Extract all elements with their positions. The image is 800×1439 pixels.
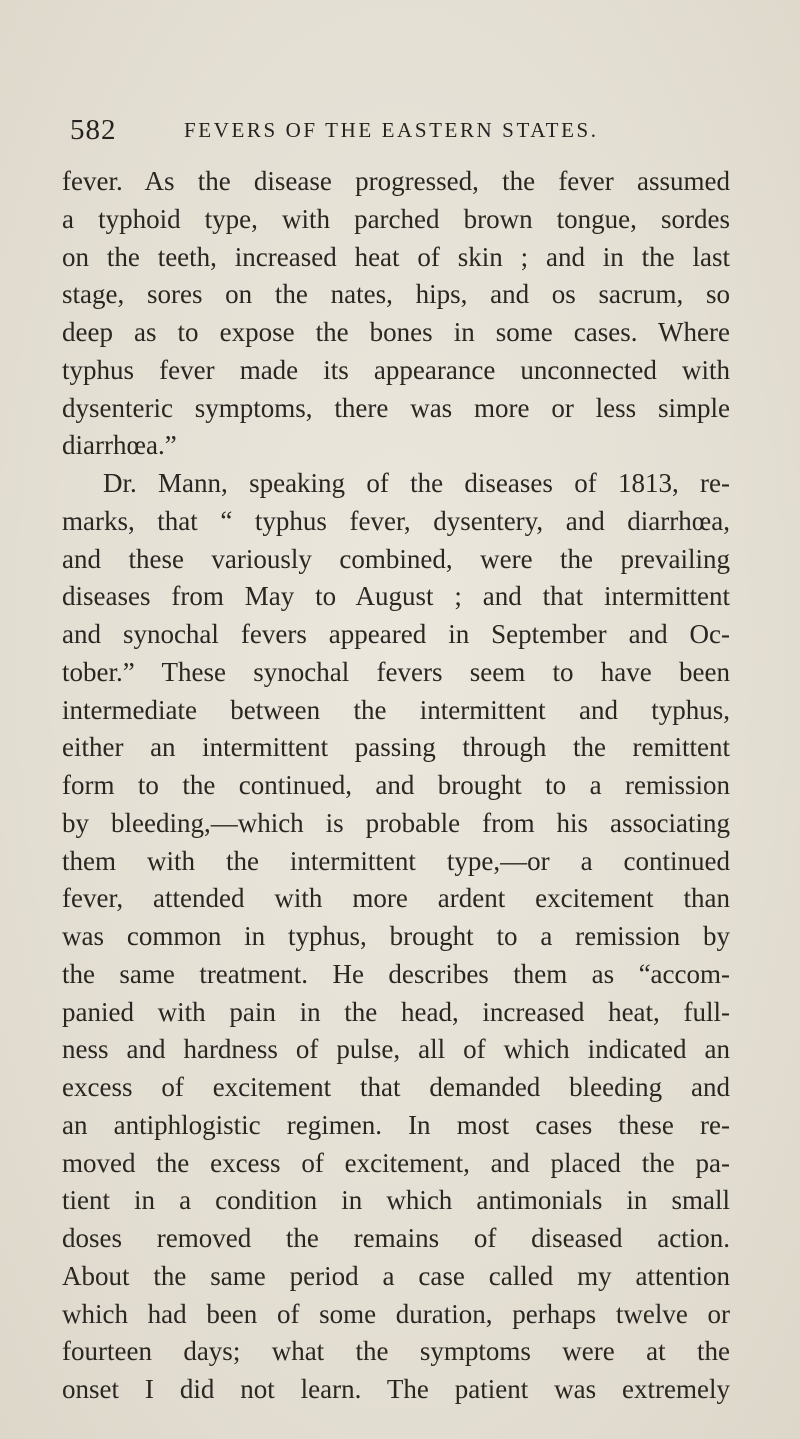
text-line: fever. As the disease progressed, the fever assumed [62,166,730,196]
text-line: dysenteric symptoms, there was more or less simple [62,392,730,423]
text-line: doses removed the remains of diseased action. [62,1223,730,1253]
text-line: diseases from May to August ; and that intermittent [62,581,730,612]
text-line: either an intermittent passing through the remittent [62,732,730,763]
text-line: fourteen days; what the symptoms were at the [62,1336,730,1367]
text-line: and synochal fevers appeared in September and Oc- [62,619,730,649]
body-text [62,163,730,1409]
page-number: 582 [70,114,117,146]
text-line: moved the excess of excitement, and placed the pa- [62,1147,730,1178]
text-line: on the teeth, increased heat of skin ; and in the last [62,241,730,272]
text-line: diarrhœa.” [62,430,177,461]
text-line: form to the continued, and brought to a remission [62,770,730,800]
running-head [0,114,800,154]
text-line: Dr. Mann, speaking of the diseases of 1813, re- [103,468,730,498]
text-line: marks, that “ typhus fever, dysentery, and diarrhœa, [62,505,730,536]
text-line: the same treatment. He describes them as “accom- [62,958,730,989]
running-title: FEVERS OF THE EASTERN STATES. [184,118,599,142]
text-line: ness and hardness of pulse, all of which indicated an [62,1034,730,1065]
text-line: tober.” These synochal fevers seem to have been [62,656,730,687]
text-line: a typhoid type, with parched brown tongue, sordes [62,203,730,234]
text-line: an antiphlogistic regimen. In most cases these re- [62,1109,730,1140]
text-line: stage, sores on the nates, hips, and os sacrum, so [62,279,730,310]
text-line: them with the intermittent type,—or a continued [62,845,730,876]
text-line: panied with pain in the head, increased heat, full- [62,996,730,1027]
text-line: tient in a condition in which antimonials in small [62,1185,730,1216]
text-line: which had been of some duration, perhaps twelve or [62,1298,730,1329]
text-line: About the same period a case called my attention [62,1260,730,1291]
text-line: fever, attended with more ardent excitement than [62,883,730,914]
text-line: onset I did not learn. The patient was extremely [62,1374,730,1404]
text-line: and these variously combined, were the prevailing [62,543,730,574]
text-line: deep as to expose the bones in some cases. Where [62,317,730,347]
text-line: typhus fever made its appearance unconnected with [62,354,730,385]
text-line: excess of excitement that demanded bleeding and [62,1072,730,1102]
text-line: by bleeding,—which is probable from his associating [62,807,730,838]
text-line: intermediate between the intermittent and typhus, [62,694,730,725]
text-line: was common in typhus, brought to a remission by [62,921,730,951]
